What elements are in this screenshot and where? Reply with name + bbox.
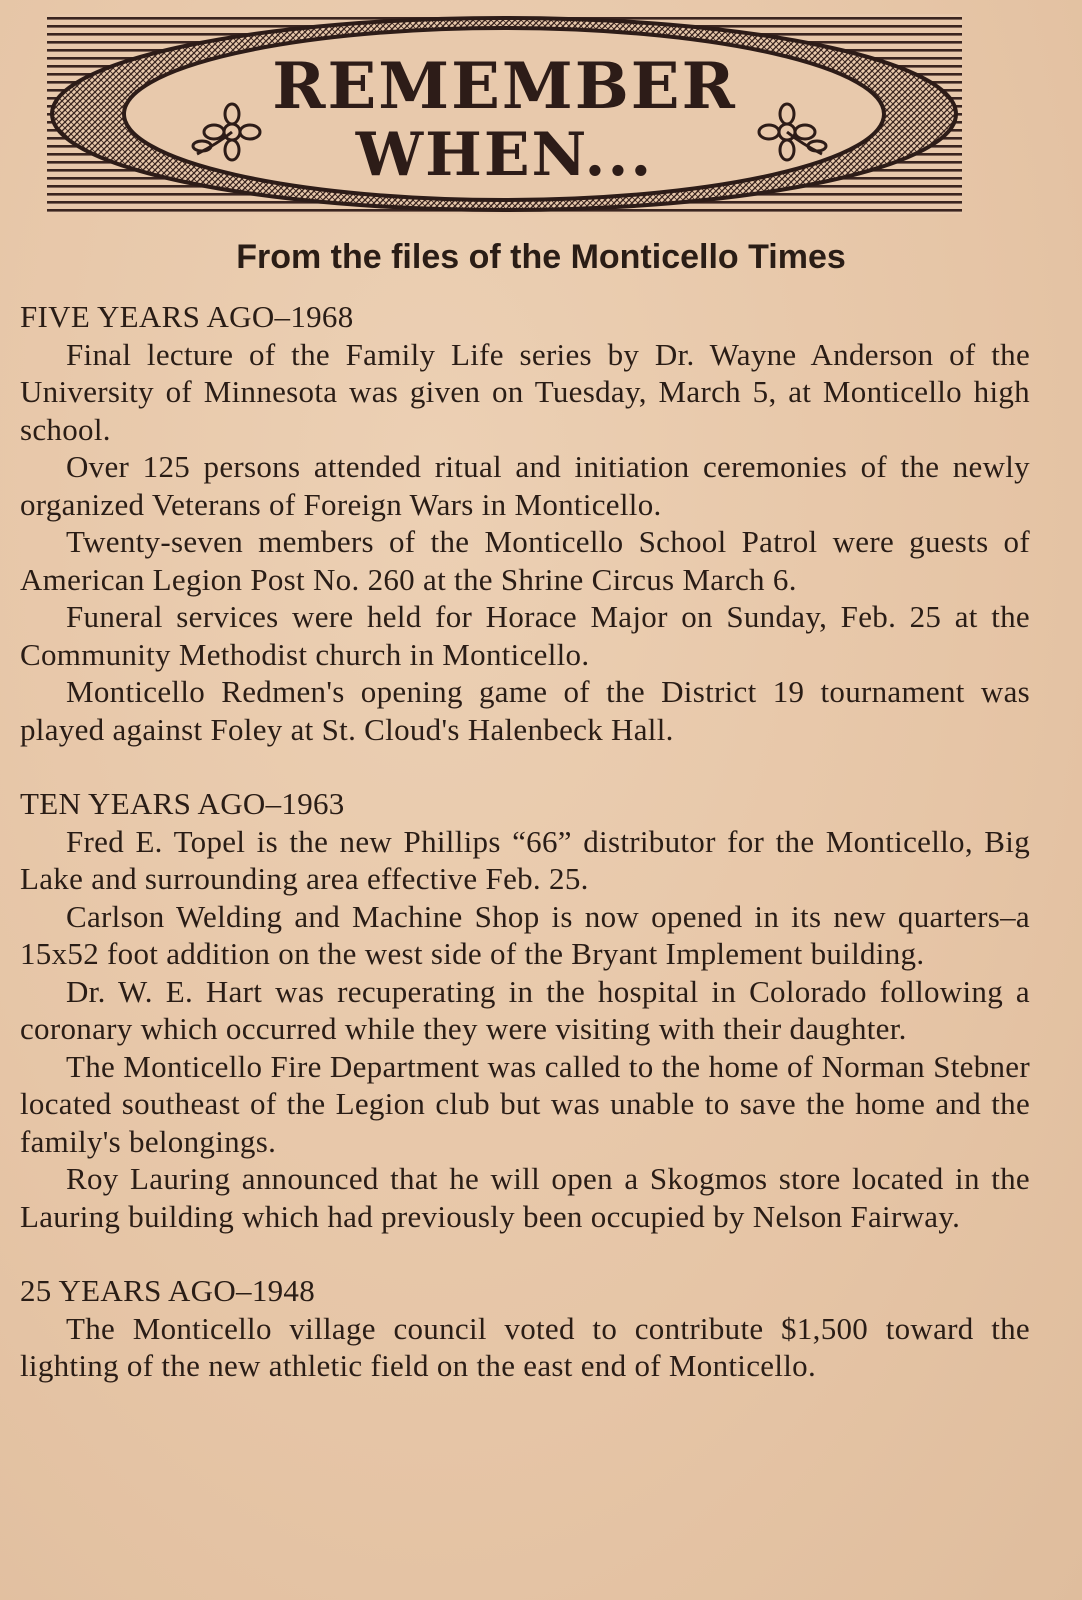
news-item: Final lecture of the Family Life series by Dr. Wayne Anderson of the University of Minnesota was given on Tuesday, March 5, at Monticello high school. [20,336,1030,447]
news-item: Fred E. Topel is the new Phillips “66” distributor for the Monticello, Big Lake and surrounding area effective Feb. 25. [20,823,1030,896]
masthead-title-line2: WHEN... [355,120,654,190]
news-item: Over 125 persons attended ritual and initiation ceremonies of the newly organized Veterans of Foreign Wars in Monticello. [20,449,1030,522]
news-item: Monticello Redmen's opening game of the District 19 tournament was played against Foley at St. Cloud's Halenbeck Hall. [20,674,1030,747]
news-item: The Monticello Fire Department was called to the home of Norman Stebner located southeast of the Legion club but was unable to save the home and the family's belongings. [20,1048,1030,1159]
news-item: Carlson Welding and Machine Shop is now opened in its new quarters–a 15x52 foot addition on the west side of the Bryant Implement building. [20,898,1030,971]
masthead-title-line1: REMEMBER [272,49,737,124]
masthead-banner [47,14,962,214]
news-item: Funeral services were held for Horace Major on Sunday, Feb. 25 at the Community Methodist church in Monticello. [20,599,1030,672]
section-heading: FIVE YEARS AGO–1968 [20,299,354,334]
news-item: The Monticello village council voted to contribute $1,500 toward the lighting of the new athletic field on the east end of Monticello. [20,1310,1030,1383]
section-twenty-five-years [20,1272,1030,1385]
section-five-years [20,298,1030,748]
section-ten-years [20,785,1030,1235]
news-item: Twenty-seven members of the Monticello School Patrol were guests of American Legion Post No. 260 at the Shrine Circus March 6. [20,524,1030,597]
article-column [20,298,1030,1385]
section-heading: TEN YEARS AGO–1963 [20,786,345,821]
section-heading: 25 YEARS AGO–1948 [20,1273,316,1308]
column-subtitle: From the files of the Monticello Times [236,238,846,276]
news-item: Dr. W. E. Hart was recuperating in the hospital in Colorado following a coronary which occurred while they were visiting with their daughter. [20,973,1030,1046]
news-item: Roy Lauring announced that he will open a Skogmos store located in the Lauring building which had previously been occupied by Nelson Fairway. [20,1161,1030,1234]
